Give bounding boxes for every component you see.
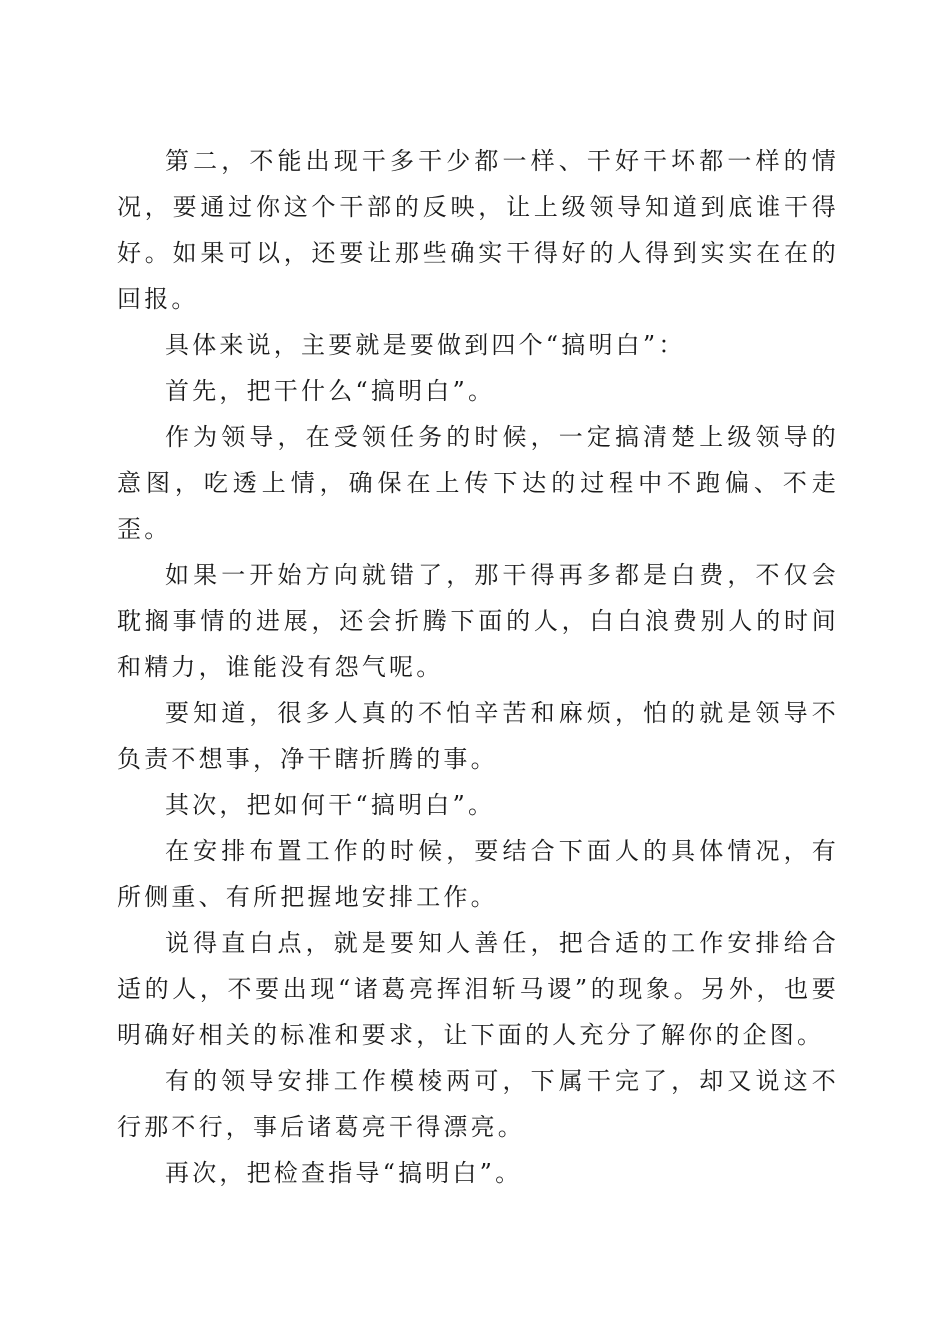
paragraph: 作为领导，在受领任务的时候，一定搞清楚上级领导的意图，吃透上情，确保在上传下达的过程中不跑偏、不走歪。: [117, 423, 839, 543]
paragraph: 其次，把如何干“搞明白”。: [165, 791, 496, 819]
paragraph: 要知道，很多人真的不怕辛苦和麻烦，怕的就是领导不负责不想事，净干瞎折腾的事。: [117, 699, 839, 773]
paragraph: 具体来说，主要就是要做到四个“搞明白”：: [165, 331, 686, 359]
paragraph: 有的领导安排工作模棱两可，下属干完了，却又说这不行那不行，事后诸葛亮干得漂亮。: [117, 1067, 839, 1141]
paragraph: 首先，把干什么“搞明白”。: [165, 377, 496, 405]
paragraph: 如果一开始方向就错了，那干得再多都是白费，不仅会耽搁事情的进展，还会折腾下面的人，白白浪费别人的时间和精力，谁能没有怨气呢。: [117, 561, 839, 681]
paragraph: 在安排布置工作的时候，要结合下面人的具体情况，有所侧重、有所把握地安排工作。: [117, 837, 839, 911]
paragraph: 再次，把检查指导“搞明白”。: [165, 1159, 523, 1187]
document-body: [117, 138, 839, 1196]
paragraph: 说得直白点，就是要知人善任，把合适的工作安排给合适的人，不要出现“诸葛亮挥泪斩马谡”的现象。另外，也要明确好相关的标准和要求，让下面的人充分了解你的企图。: [117, 929, 839, 1049]
paragraph: 第二，不能出现干多干少都一样、干好干坏都一样的情况，要通过你这个干部的反映，让上级领导知道到底谁干得好。如果可以，还要让那些确实干得好的人得到实实在在的回报。: [117, 147, 839, 313]
